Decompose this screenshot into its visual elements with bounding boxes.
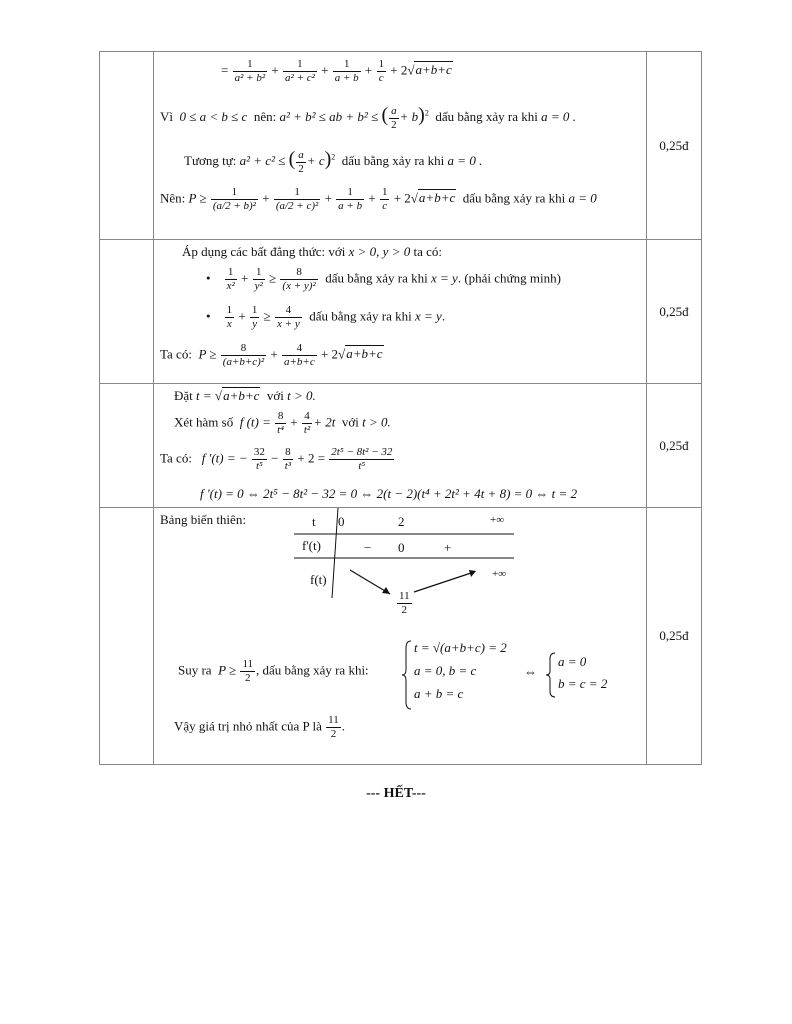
row1-line1: = $\frac{1}{\text{a² + b²}}$ + $\frac{1}{\text{a² + c²}}$ + $\frac{1}{a + b}$ + $\frac{1}{c}$ + 2√a+b+c xyxy=(221,58,452,84)
row1-content xyxy=(154,52,647,240)
suyra-line: Suy ra P ≥ $\frac{11}{2}$ , dấu bằng xảy ra khi: xyxy=(178,658,369,684)
row3-score: 0,25đ xyxy=(647,384,702,508)
row3-line1: Đặt t = √a+b+c với t > 0. xyxy=(174,388,316,403)
row2-line1: Áp dụng các bất đẳng thức: với x > 0, y > 0 ta có: xyxy=(182,244,442,259)
t-label: t xyxy=(312,514,316,529)
row1-score: 0,25đ xyxy=(647,52,702,240)
row1-empty-cell xyxy=(100,52,154,240)
equiv-symbol: ⇔ xyxy=(524,664,537,679)
row3-line3: Ta có: f '(t) = − $\frac{32}{\text{t⁵}}$ − $\frac{8}{\text{t³}}$ + 2 = $\frac{\text{2t⁵ − 8t² − 32}}{\text{t⁵}}$ xyxy=(160,446,393,472)
fp-label: f'(t) xyxy=(302,538,321,553)
row2-empty-cell xyxy=(100,240,154,384)
t-value-2: 2 xyxy=(398,514,405,529)
solution-table xyxy=(99,51,702,765)
fp-zero: 0 xyxy=(398,540,405,555)
row2-content xyxy=(154,240,647,384)
end-marker: --- HẾT--- xyxy=(366,786,426,801)
variation-table xyxy=(294,508,514,628)
row2-line4: Ta có: P ≥ $\frac{8}{\text{(a+b+c)²}}$ + $\frac{4}{a+b+c}$ + 2√a+b+c xyxy=(160,342,383,368)
conclusion-line: Vậy giá trị nhỏ nhất của P là $\frac{11}{2}$ . xyxy=(174,714,345,740)
t-value-0: 0 xyxy=(338,514,345,529)
row3-empty-cell xyxy=(100,384,154,508)
fp-sign-neg: − xyxy=(364,540,372,555)
bbt-label: Bảng biến thiên: xyxy=(160,512,246,527)
f-min: $\frac{11}{2}$ xyxy=(399,590,410,616)
row3-line4: f '(t) = 0 ⇔ 2t⁵ − 8t² − 32 = 0 ⇔ 2(t − 2)(t⁴ + 2t² + 4t + 8) = 0 ⇔ t = 2 xyxy=(200,486,578,501)
row1-line2: Vì 0 ≤ a < b ≤ c nên: a² + b² ≤ ab + b² ≤ ( $\frac{a}{2}$ + b)$^2$ dấu bằng xảy ra khi a = 0 . xyxy=(160,104,576,131)
row4-empty-cell xyxy=(100,508,154,765)
row4-content: Bảng biến thiên: t 0 2 +∞ f'(t) − 0 + f(t) +∞ $\frac{11}{2}$ Suy ra P ≥ $\frac{11}{2}$ , dấu bằng xảy ra khi: t = √(a+b+c) = 2 a = 0, b = c a + b = c ⇔ a = 0 b = c = 2 Vậy giá trị nhỏ nhất của P là $\frac{11}{2}$ . xyxy=(154,508,647,765)
row2-bullet2: • $\frac{1}{x}$ + $\frac{1}{y}$ ≥ $\frac{4}{x + y}$ dấu bằng xảy ra khi x = y. xyxy=(206,304,446,330)
row3-line2: Xét hàm số f (t) = $\frac{8}{\text{t⁴}}$ + $\frac{4}{\text{t²}}$ + 2t với t > 0. xyxy=(174,410,391,436)
fp-sign-pos: + xyxy=(444,540,452,555)
row2-score: 0,25đ xyxy=(647,240,702,384)
f-inf: +∞ xyxy=(492,568,507,580)
row1-line3: Tương tự: a² + c² ≤ ( $\frac{a}{2}$ + c)$^2$ dấu bằng xảy ra khi a = 0 . xyxy=(184,148,483,175)
row1-line4: Nên: P ≥ $\frac{1}{\text{(a/2 + b)²}}$ + $\frac{1}{\text{(a/2 + c)²}}$ + $\frac{1}{a + b}$ + $\frac{1}{c}$ + 2√a+b+c dấu bằng xảy ra khi a = 0 xyxy=(160,186,597,212)
row4-score: 0,25đ xyxy=(647,508,702,765)
row3-content xyxy=(154,384,647,508)
f-label: f(t) xyxy=(310,572,327,587)
row2-bullet1: • $\frac{1}{\text{x²}}$ + $\frac{1}{\text{y²}}$ ≥ $\frac{8}{\text{(x + y)²}}$ dấu bằng xảy ra khi x = y. (phải chứng minh) xyxy=(206,266,561,292)
t-value-inf: +∞ xyxy=(490,514,505,526)
